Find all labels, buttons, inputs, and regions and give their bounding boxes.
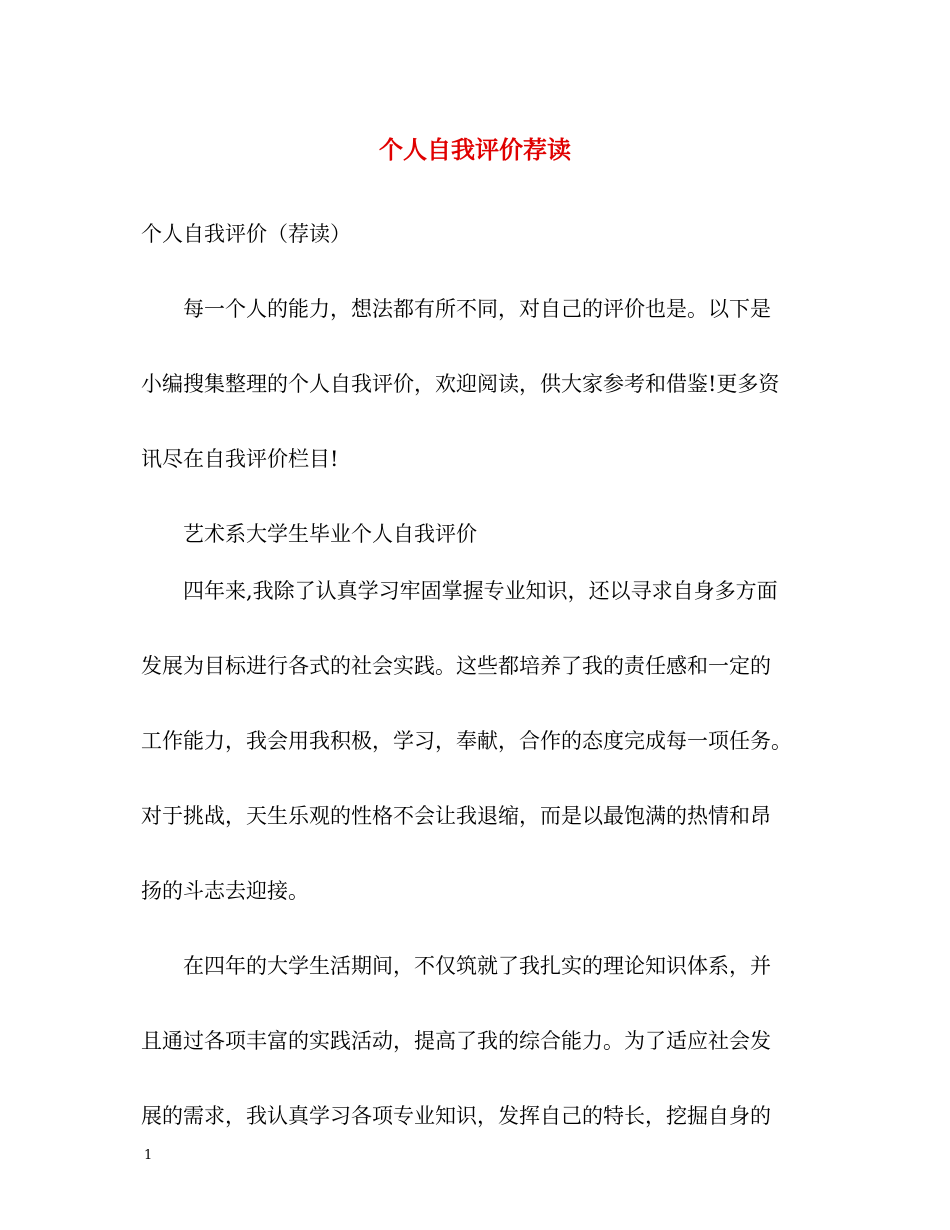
document-title: 个人自我评价荐读 [379,135,571,164]
body-line: 每一个人的能力，想法都有所不同，对自己的评价也是。以下是 [183,297,771,321]
body-line: 展的需求，我认真学习各项专业知识，发挥自己的特长，挖掘自身的 [141,1104,771,1128]
page-number: 1 [144,1148,153,1163]
body-line: 发展为目标进行各式的社会实践。这些都培养了我的责任感和一定的 [141,654,771,678]
body-line: 四年来,我除了认真学习牢固掌握专业知识，还以寻求自身多方面 [183,579,778,603]
section-heading: 个人自我评价（荐读） [141,222,351,246]
subsection-heading: 艺术系大学生毕业个人自我评价 [183,522,477,546]
body-line: 且通过各项丰富的实践活动，提高了我的综合能力。为了适应社会发 [141,1029,771,1053]
body-line: 工作能力，我会用我积极，学习，奉献，合作的态度完成每一项任务。 [141,729,792,753]
body-line: 讯尽在自我评价栏目! [141,447,339,471]
body-line: 扬的斗志去迎接。 [141,879,309,903]
body-line: 在四年的大学生活期间，不仅筑就了我扎实的理论知识体系，并 [183,954,771,978]
body-line: 小编搜集整理的个人自我评价，欢迎阅读，供大家参考和借鉴!更多资 [141,372,780,396]
body-line: 对于挑战，天生乐观的性格不会让我退缩，而是以最饱满的热情和昂 [141,804,771,828]
